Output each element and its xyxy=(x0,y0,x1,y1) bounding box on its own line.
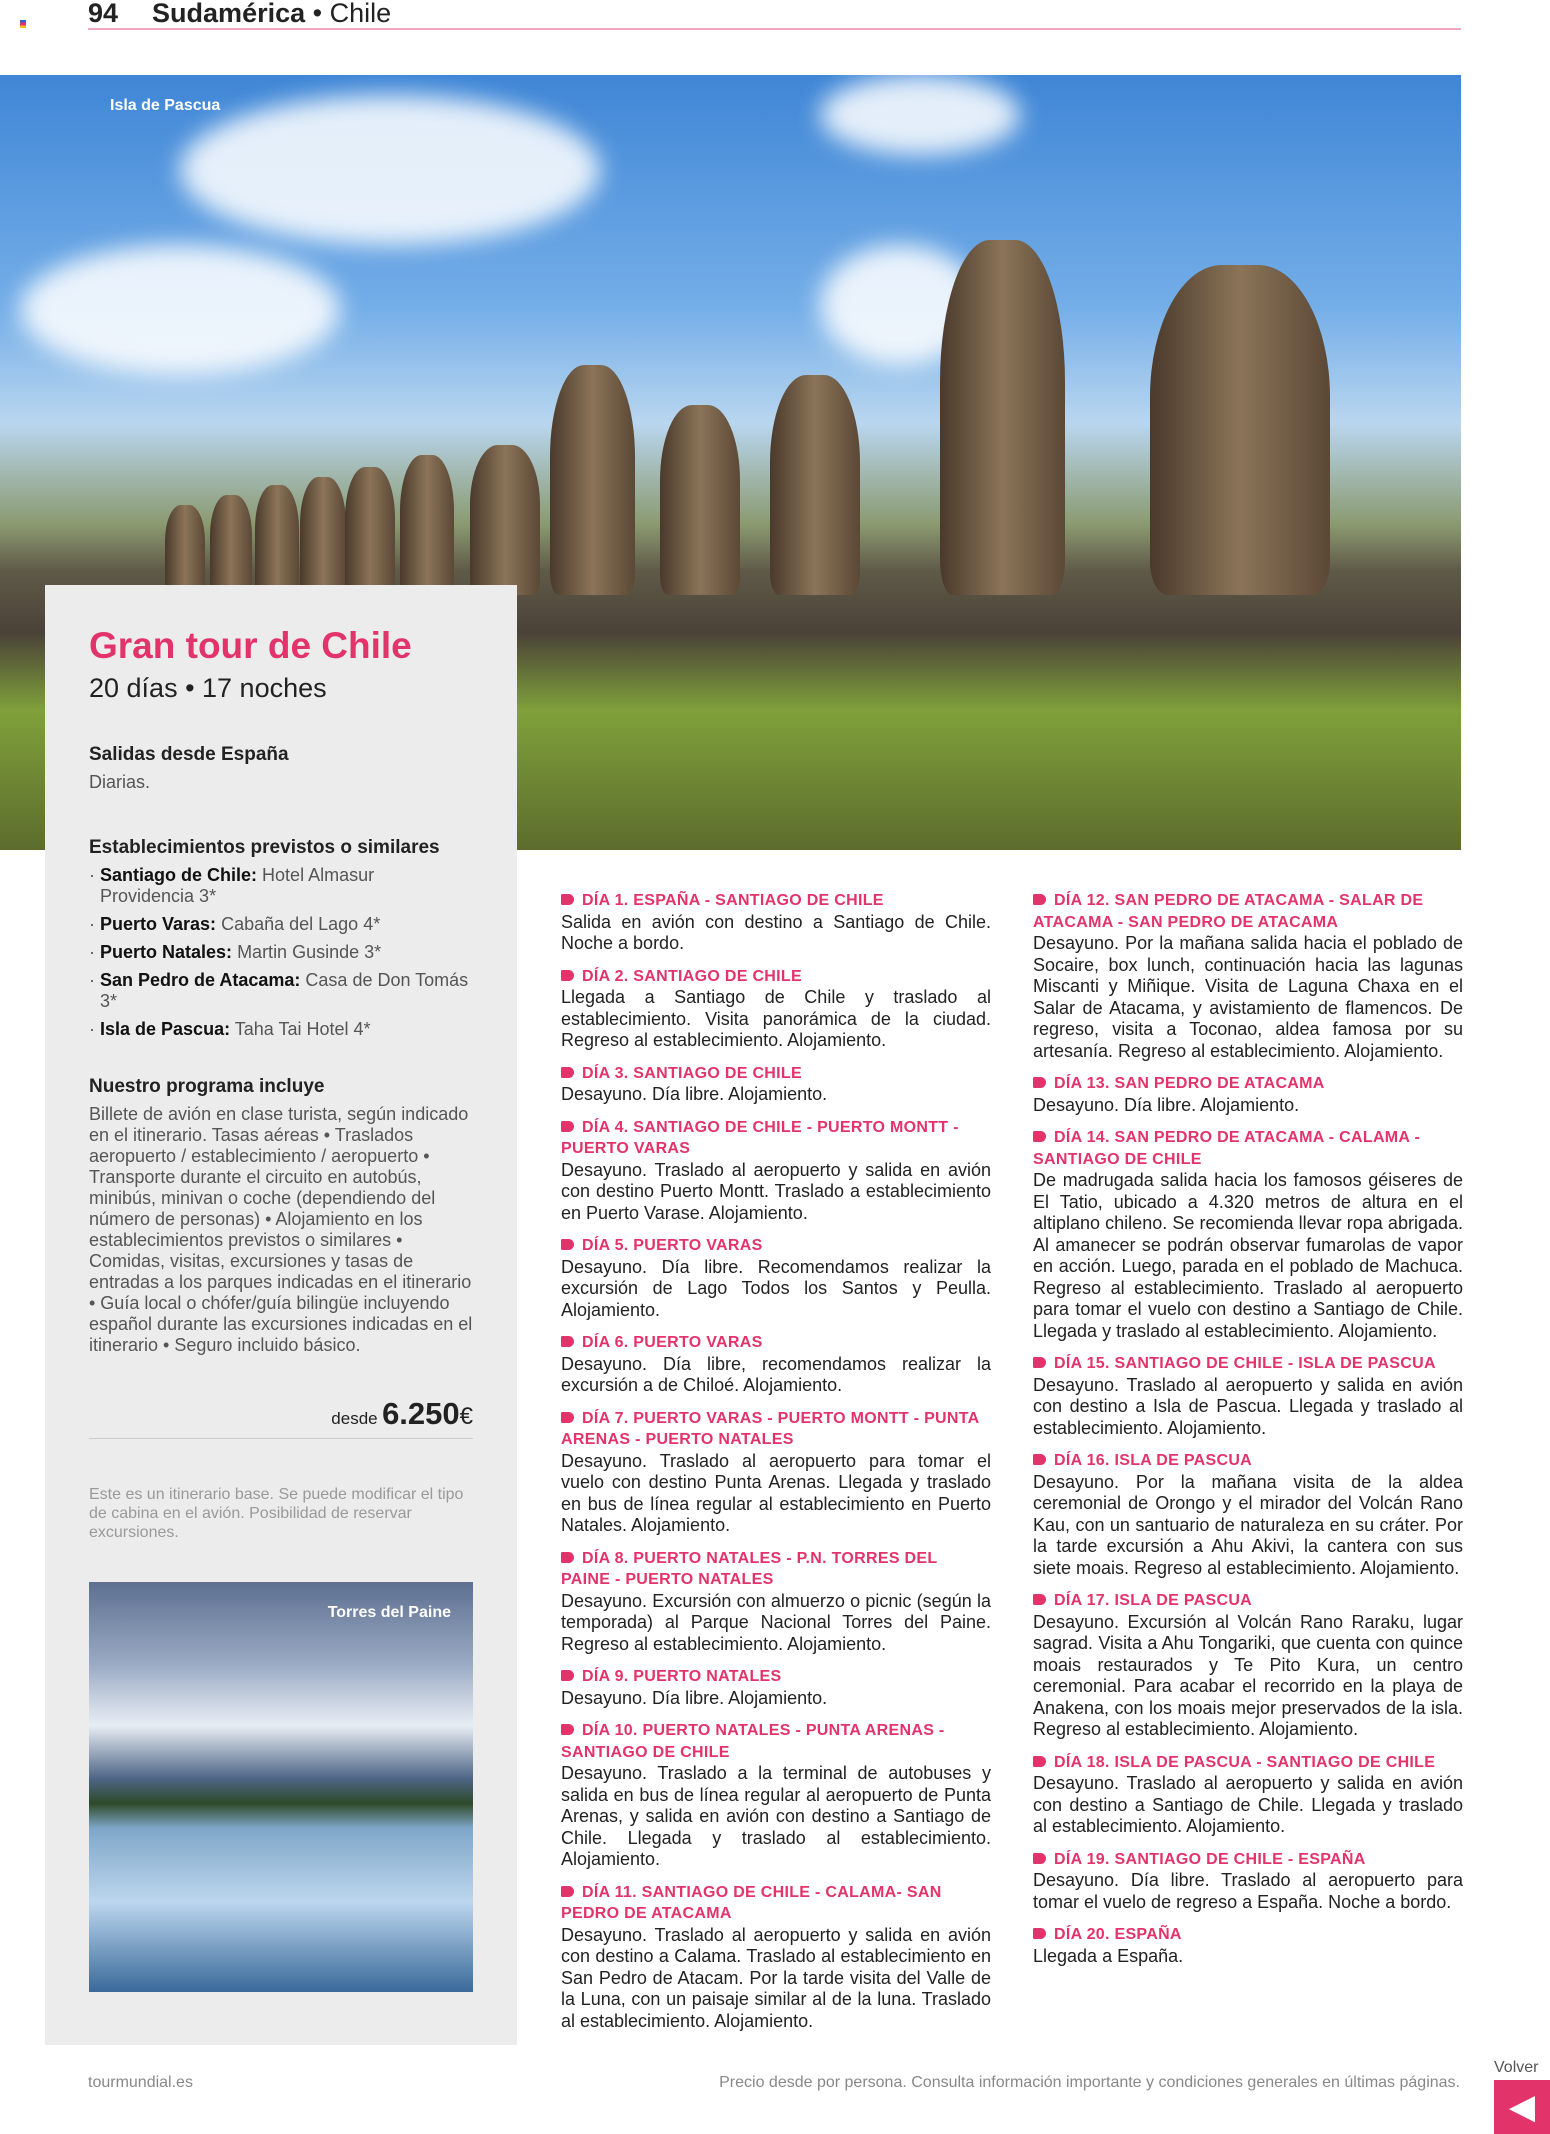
day-description: De madrugada salida hacia los famosos géiseres de El Tatio, ubicado a 4.320 metros de altura en el altiplano chileno. Se recomienda llevar ropa abrigada. Al amanecer se podrán observar fumarolas de vapor en acción. Luego, parada en el poblado de Machuca. Regreso al establecimiento. Traslado al aeropuerto para tomar el vuelo con destino a Santiago de Chile. Llegada y traslado al establecimiento. Alojamiento. xyxy=(1033,1170,1463,1341)
itinerary-day xyxy=(561,890,991,955)
day-title: DÍA 11. SANTIAGO DE CHILE - CALAMA- SAN PEDRO DE ATACAMA xyxy=(561,1882,991,1925)
tour-summary-card xyxy=(45,585,517,2045)
day-description: Desayuno. Excursión con almuerzo o picnic (según la temporada) al Parque Nacional Torres del Paine. Regreso al establecimiento. Alojamiento. xyxy=(561,1590,991,1654)
page-number: 94 xyxy=(88,0,119,28)
itinerary-day xyxy=(561,1882,991,2033)
day-title: DÍA 5. PUERTO VARAS xyxy=(561,1235,991,1257)
itinerary-day xyxy=(1033,1752,1463,1838)
hotel-item: · Santiago de Chile: Hotel Almasur Providencia 3* xyxy=(89,865,375,906)
itinerary-day xyxy=(1033,890,1463,1062)
itinerary-day xyxy=(561,1666,991,1709)
day-title: DÍA 6. PUERTO VARAS xyxy=(561,1332,991,1354)
hotel-item: · Puerto Natales: Martin Gusinde 3* xyxy=(89,942,382,962)
itinerary-day xyxy=(1033,1450,1463,1579)
itinerary-day xyxy=(1033,1073,1463,1116)
itinerary-note: Este es un itinerario base. Se puede modificar el tipo de cabina en el avión. Posibilidad de reservar excursiones. xyxy=(89,1486,464,1541)
itinerary-day xyxy=(561,966,991,1052)
day-description: Desayuno. Día libre. Alojamiento. xyxy=(561,1084,828,1104)
day-title: DÍA 15. SANTIAGO DE CHILE - ISLA DE PASCUA xyxy=(1033,1353,1463,1375)
day-description: Desayuno. Día libre. Traslado al aeropuerto para tomar el vuelo de regreso a España. Noche a bordo. xyxy=(1033,1870,1463,1912)
day-title: DÍA 20. ESPAÑA xyxy=(1033,1924,1463,1946)
day-description: Llegada a España. xyxy=(1033,1945,1184,1966)
torres-del-paine-photo: Torres del Paine xyxy=(89,1582,473,1992)
day-description: Desayuno. Día libre. Alojamiento. xyxy=(561,1687,828,1708)
departures-heading: Salidas desde España xyxy=(89,744,289,765)
day-title: DÍA 8. PUERTO NATALES - P.N. TORRES DEL PAINE - PUERTO NATALES xyxy=(561,1548,991,1591)
day-title: DÍA 7. PUERTO VARAS - PUERTO MONTT - PUNTA ARENAS - PUERTO NATALES xyxy=(561,1408,991,1451)
itinerary-day xyxy=(1033,1353,1463,1439)
page-header xyxy=(88,0,1461,30)
itinerary-day xyxy=(561,1548,991,1656)
hotel-item: · Puerto Varas: Cabaña del Lago 4* xyxy=(89,914,381,934)
footer-disclaimer: Precio desde por persona. Consulta información importante y condiciones generales en últimas páginas. xyxy=(719,2074,1460,2091)
website-link[interactable]: tourmundial.es xyxy=(88,2074,193,2091)
day-title: DÍA 14. SAN PEDRO DE ATACAMA - CALAMA - SANTIAGO DE CHILE xyxy=(1033,1127,1463,1170)
day-description: Desayuno. Excursión al Volcán Rano Raraku, lugar sagrad. Visita a Ahu Tongariki, que cuenta con quince moais restaurados y Te Pito Kura, un centro ceremonial. Para acabar el recorrido en la playa de Anakena, con los moais mejor preservados de la isla. Regreso al establecimiento. Alojamiento. xyxy=(1033,1611,1463,1739)
section-title: Sudamérica • Chile xyxy=(152,0,392,28)
day-description: Desayuno. Traslado al aeropuerto y salida en avión con destino a Isla de Pascua. Llegada y traslado al establecimiento. Alojamiento. xyxy=(1033,1374,1463,1438)
back-button[interactable] xyxy=(1494,2080,1550,2134)
day-description: Desayuno. Día libre. Alojamiento. xyxy=(1033,1094,1300,1115)
day-title: DÍA 17. ISLA DE PASCUA xyxy=(1033,1590,1463,1612)
hero-caption: Isla de Pascua xyxy=(110,97,221,114)
hotel-item: · San Pedro de Atacama: Casa de Don Tomás 3* xyxy=(89,970,469,1011)
day-title: DÍA 2. SANTIAGO DE CHILE xyxy=(561,966,991,988)
day-title: DÍA 16. ISLA DE PASCUA xyxy=(1033,1450,1463,1472)
day-description: Llegada a Santiago de Chile y traslado al establecimiento. Visita panorámica de la ciudad. Regreso al establecimiento. Alojamiento. xyxy=(561,987,991,1050)
itinerary-day xyxy=(561,1332,991,1397)
day-description: Desayuno. Por la mañana visita de la aldea ceremonial de Orongo y el mirador del Volcán Rano Kau, con un santuario de naturaleza en su cráter. Por la tarde excursión a Ahu Akivi, la cantera con sus siete moais. Regreso al establecimiento. Alojamiento. xyxy=(1033,1471,1463,1578)
hotels-heading: Establecimientos previstos o similares xyxy=(89,837,440,858)
itinerary-day xyxy=(561,1408,991,1537)
price-value: 6.250 xyxy=(382,1396,460,1431)
itinerary-day xyxy=(1033,1849,1463,1914)
itinerary-day xyxy=(561,1063,991,1106)
includes-text: Billete de avión en clase turista, según indicado en el itinerario. Tasas aéreas • Traslados aeropuerto / establecimiento / aeropuerto • Transporte durante el circuito en autobús, minibús, minivan o coche (dependiendo del número de personas) • Alojamiento en los establecimientos previstos o similares • Comidas, visitas, excursiones y tasas de entradas a los parques indicadas en el itinerario • Guía local o chófer/guía bilingüe incluyendo español durante las excursiones indicadas en el itinerario • Seguro incluido básico. xyxy=(89,1104,473,1355)
day-description: Desayuno. Traslado al aeropuerto y salida en avión con destino a Santiago de Chile. Llegada y traslado al establecimiento. Alojamiento. xyxy=(1033,1773,1463,1836)
itinerary-day xyxy=(561,1235,991,1321)
day-description: Desayuno. Por la mañana salida hacia el poblado de Socaire, box lunch, continuación hacia las lagunas Miscanti y Miñique. Visita de Laguna Chaxa en el Salar de Atacama, y avistamiento de flamencos. De regreso, visita a Toconao, aldea famosa por su artesanía. Regreso al establecimiento. Alojamiento. xyxy=(1033,933,1463,1061)
day-title: DÍA 18. ISLA DE PASCUA - SANTIAGO DE CHILE xyxy=(1033,1752,1463,1774)
day-title: DÍA 9. PUERTO NATALES xyxy=(561,1666,991,1688)
includes-heading: Nuestro programa incluye xyxy=(89,1076,325,1097)
day-description: Salida en avión con destino a Santiago de Chile. Noche a bordo. xyxy=(561,911,991,953)
departures-text: Diarias. xyxy=(89,772,151,792)
hotel-item: · Isla de Pascua: Taha Tai Hotel 4* xyxy=(89,1019,371,1039)
tour-title: Gran tour de Chile xyxy=(89,625,412,666)
hotels-list xyxy=(89,865,473,1040)
itinerary-day xyxy=(1033,1590,1463,1741)
day-title: DÍA 12. SAN PEDRO DE ATACAMA - SALAR DE ATACAMA - SAN PEDRO DE ATACAMA xyxy=(1033,890,1463,933)
itinerary-day xyxy=(1033,1924,1463,1967)
day-description: Desayuno. Día libre, recomendamos realizar la excursión a de Chiloé. Alojamiento. xyxy=(561,1353,991,1395)
day-title: DÍA 1. ESPAÑA - SANTIAGO DE CHILE xyxy=(561,890,991,912)
itinerary-day xyxy=(561,1720,991,1871)
day-description: Desayuno. Traslado a la terminal de autobuses y salida en bus de línea regular al aeropuerto de Punta Arenas, y salida en avión con destino a Santiago de Chile. Llegada y traslado al establecimiento. Alojamiento. xyxy=(561,1763,991,1869)
print-color-marks xyxy=(20,20,26,28)
day-title: DÍA 3. SANTIAGO DE CHILE xyxy=(561,1063,991,1085)
itinerary-column-1 xyxy=(561,890,991,2043)
itinerary-day xyxy=(561,1117,991,1225)
day-description: Desayuno. Traslado al aeropuerto y salida en avión con destino Puerto Montt. Traslado a establecimiento en Puerto Varase. Alojamiento. xyxy=(561,1159,991,1223)
day-title: DÍA 10. PUERTO NATALES - PUNTA ARENAS - SANTIAGO DE CHILE xyxy=(561,1720,991,1763)
itinerary-day xyxy=(1033,1127,1463,1342)
arrow-left-icon: ◀ xyxy=(1508,2088,1536,2126)
day-title: DÍA 19. SANTIAGO DE CHILE - ESPAÑA xyxy=(1033,1849,1463,1871)
day-description: Desayuno. Traslado al aeropuerto para tomar el vuelo con destino Punta Arenas. Llegada y traslado en bus de línea regular al establecimiento en Puerto Natales. Alojamiento. xyxy=(561,1450,991,1535)
day-description: Desayuno. Traslado al aeropuerto y salida en avión con destino a Calama. Traslado al establecimiento en San Pedro de Atacam. Por la tarde visita del Valle de la Luna, con un paisaje similar al de la luna. Traslado al establecimiento. Alojamiento. xyxy=(561,1924,991,2031)
price: desde 6.250€ xyxy=(89,1396,473,1439)
day-title: DÍA 13. SAN PEDRO DE ATACAMA xyxy=(1033,1073,1463,1095)
day-title: DÍA 4. SANTIAGO DE CHILE - PUERTO MONTT - PUERTO VARAS xyxy=(561,1117,991,1160)
day-description: Desayuno. Día libre. Recomendamos realizar la excursión de Lago Todos los Santos y Peulla. Alojamiento. xyxy=(561,1256,991,1320)
itinerary-column-2 xyxy=(1033,890,1463,1978)
tour-duration: 20 días • 17 noches xyxy=(89,673,327,703)
back-label: Volver xyxy=(1494,2059,1539,2076)
